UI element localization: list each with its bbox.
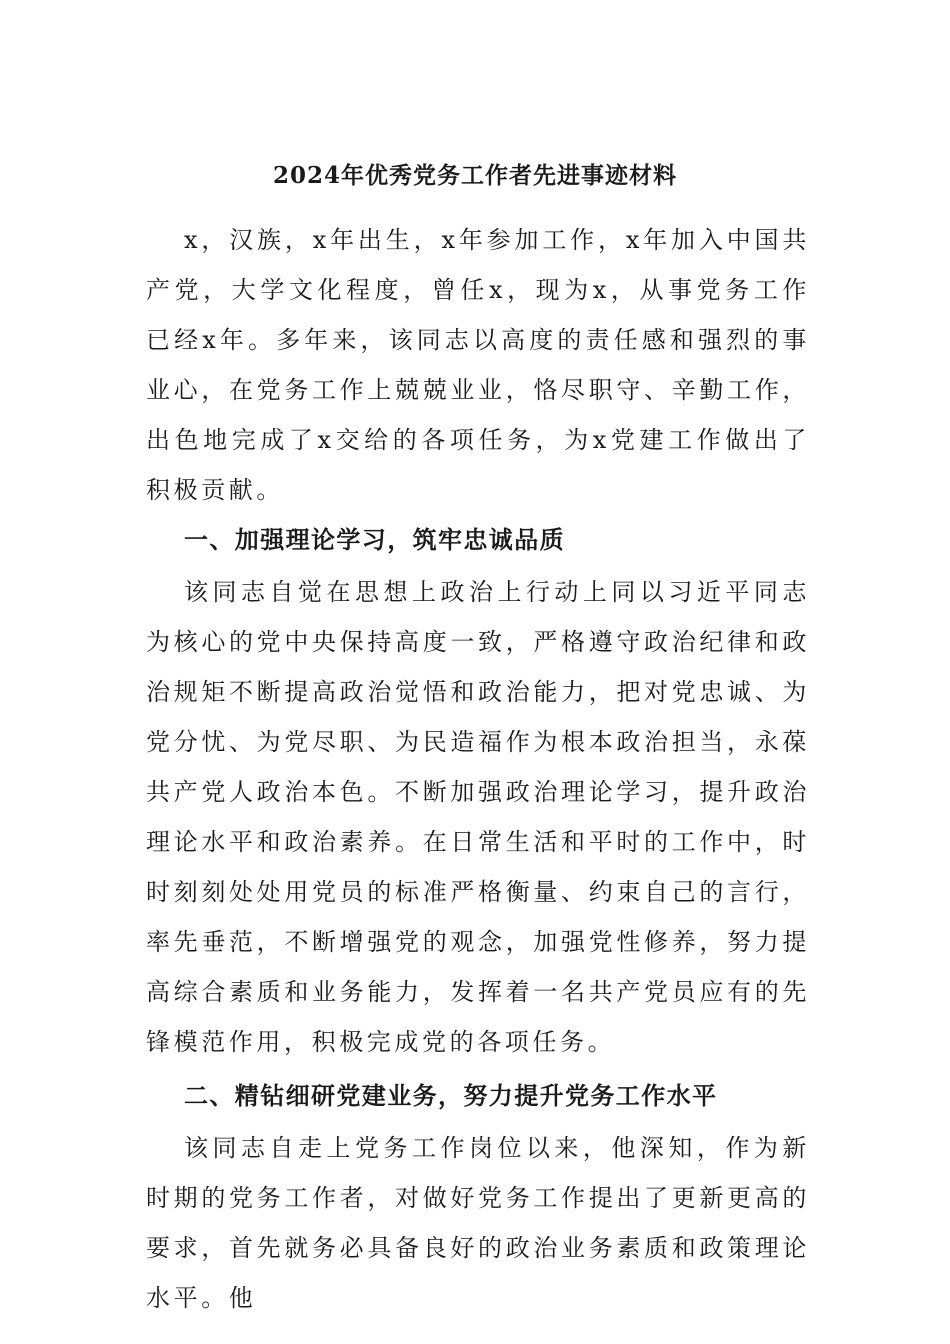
- section-1-paragraph: 该同志自觉在思想上政治上行动上同以习近平同志为核心的党中央保持高度一致，严格遵守政治纪律和政治规矩不断提高政治觉悟和政治能力，把对党忠诚、为党分忧、为党尽职、为民造福作为根本政治担当，永葆共产党人政治本色。不断加强政治理论学习，提升政治理论水平和政治素养。在日常生活和平时的工作中，时时刻刻处处用党员的标准严格衡量、约束自己的言行，率先垂范，不断增强党的观念，加强党性修养，努力提高综合素质和业务能力，发挥着一名共产党员应有的先锋模范作用，积极完成党的各项任务。: [146, 578, 810, 1056]
- section-2-heading: 二、精钻细研党建业务，努力提升党务工作水平: [184, 1081, 718, 1110]
- document-body: [146, 215, 810, 1323]
- section-1-heading: 一、加强理论学习，筑牢忠诚品质: [184, 525, 565, 554]
- intro-paragraph: x，汉族，x年出生，x年参加工作，x年加入中国共产党，大学文化程度，曾任x，现为x，从事党务工作已经x年。多年来，该同志以高度的责任感和强烈的事业心，在党务工作上兢兢业业，恪尽职守、辛勤工作，出色地完成了x交给的各项任务，为x党建工作做出了积极贡献。: [146, 226, 810, 504]
- section-2-paragraph: 该同志自走上党务工作岗位以来，他深知，作为新时期的党务工作者，对做好党务工作提出了更新更高的要求，首先就务必具备良好的政治业务素质和政策理论水平。他: [146, 1134, 810, 1312]
- document-title: 2024年优秀党务工作者先进事迹材料: [272, 162, 677, 189]
